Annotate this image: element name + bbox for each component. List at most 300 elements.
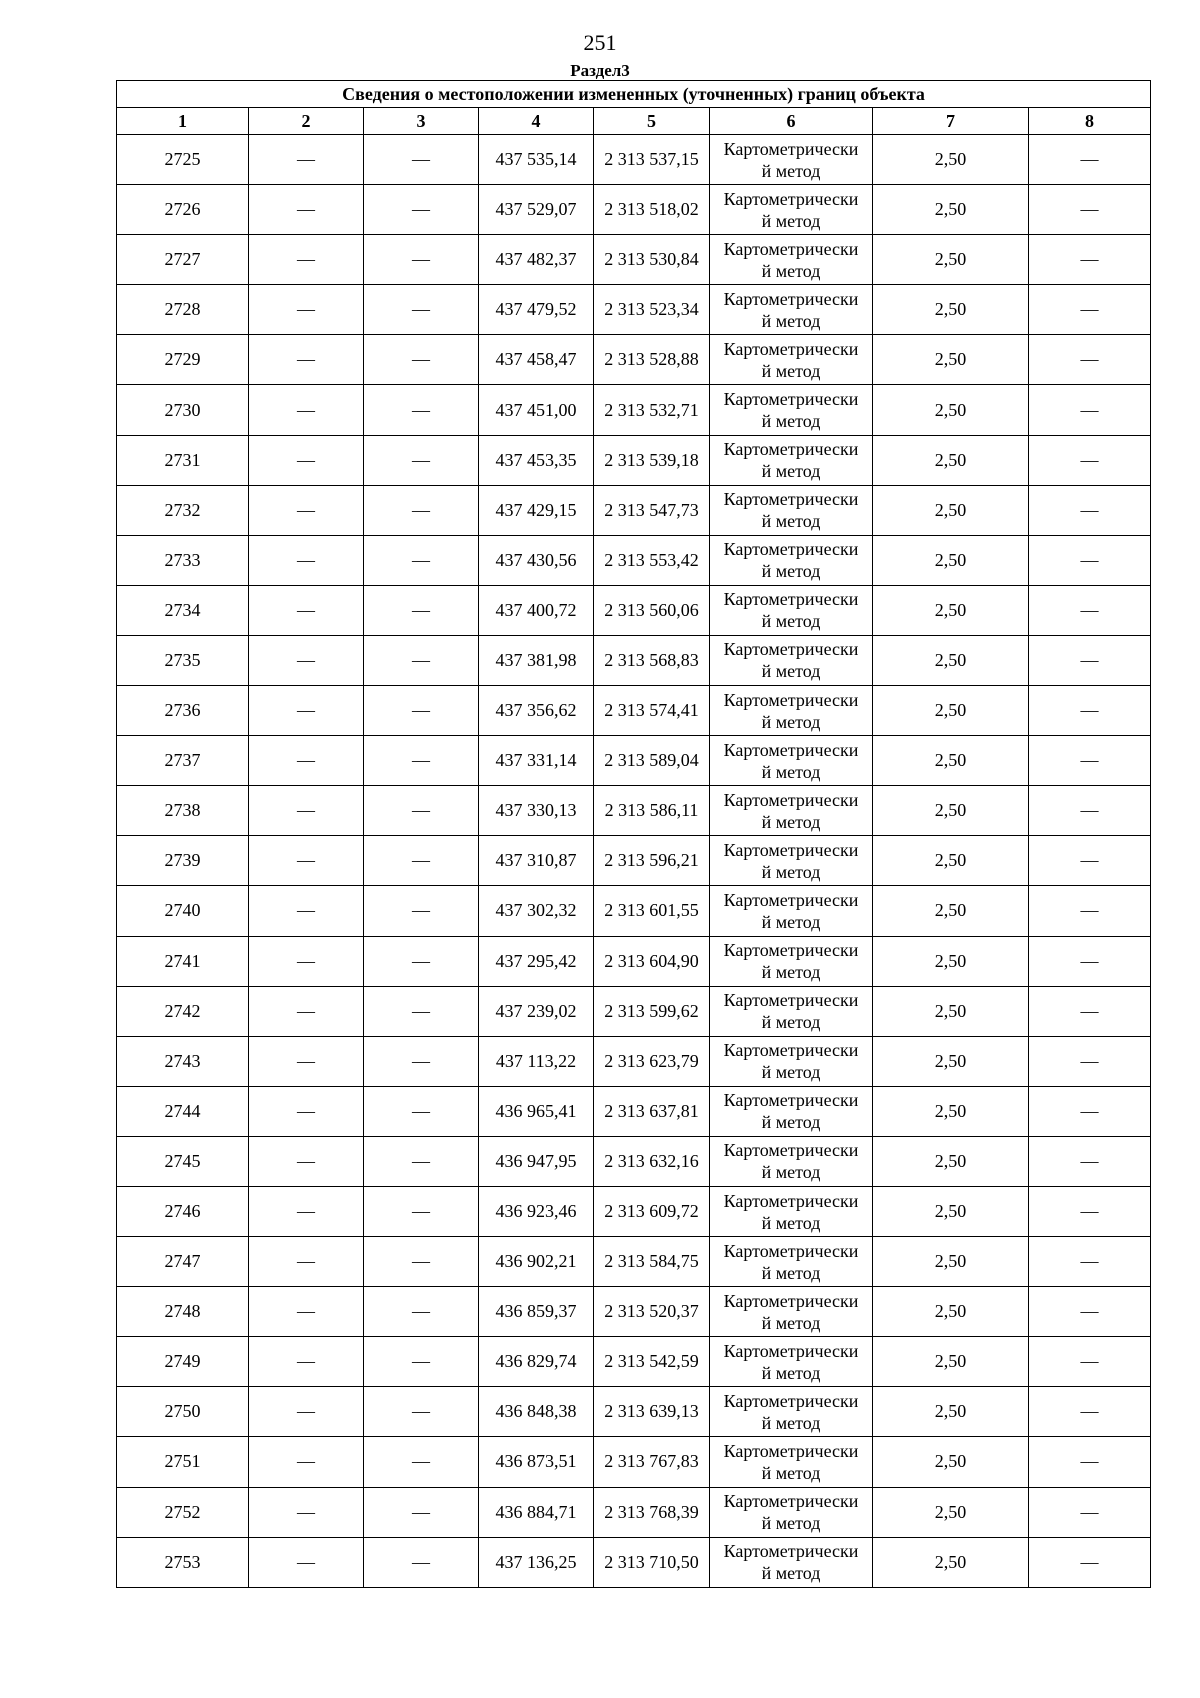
y-coordinate-cell: 2 313 599,62	[594, 986, 710, 1036]
x-coordinate-cell: 436 848,38	[479, 1387, 594, 1437]
point-number-cell: 2733	[117, 535, 249, 585]
method-line: й метод	[761, 561, 821, 582]
table-row	[117, 1537, 1151, 1587]
dash-cell: —	[1029, 635, 1151, 685]
dash-cell: —	[1029, 686, 1151, 736]
dash-cell: —	[364, 285, 479, 335]
dash-cell: —	[249, 1387, 364, 1437]
method-line: Картометрически	[723, 1240, 859, 1261]
table-row	[117, 1036, 1151, 1086]
dash-cell: —	[249, 485, 364, 535]
method-line: й метод	[761, 611, 821, 632]
dash-cell: —	[364, 1537, 479, 1587]
dash-cell: —	[364, 1487, 479, 1537]
dash-cell: —	[249, 1337, 364, 1387]
method-line: Картометрически	[723, 1290, 859, 1311]
method-cell	[710, 285, 873, 335]
accuracy-cell: 2,50	[873, 986, 1029, 1036]
dash-cell: —	[364, 1337, 479, 1387]
method-cell	[710, 1186, 873, 1236]
y-coordinate-cell: 2 313 542,59	[594, 1337, 710, 1387]
section-title: Раздел3	[570, 61, 630, 80]
dash-cell: —	[249, 385, 364, 435]
method-line: й метод	[761, 1062, 821, 1083]
x-coordinate-cell: 436 947,95	[479, 1136, 594, 1186]
method-line: Картометрически	[723, 389, 859, 410]
dash-cell: —	[364, 185, 479, 235]
accuracy-cell: 2,50	[873, 185, 1029, 235]
dash-cell: —	[364, 485, 479, 535]
x-coordinate-cell: 437 482,37	[479, 235, 594, 285]
point-number-cell: 2738	[117, 786, 249, 836]
y-coordinate-cell: 2 313 639,13	[594, 1387, 710, 1437]
method-line: й метод	[761, 210, 821, 231]
dash-cell: —	[249, 285, 364, 335]
dash-cell: —	[249, 235, 364, 285]
method-cell	[710, 585, 873, 635]
dash-cell: —	[249, 585, 364, 635]
method-cell	[710, 1036, 873, 1086]
point-number-cell: 2744	[117, 1086, 249, 1136]
dash-cell: —	[1029, 235, 1151, 285]
method-cell	[710, 1287, 873, 1337]
dash-cell: —	[1029, 936, 1151, 986]
method-cell	[710, 836, 873, 886]
table-row	[117, 736, 1151, 786]
table-row	[117, 936, 1151, 986]
y-coordinate-cell: 2 313 767,83	[594, 1437, 710, 1487]
dash-cell: —	[1029, 485, 1151, 535]
method-line: Картометрически	[723, 1440, 859, 1461]
x-coordinate-cell: 437 310,87	[479, 836, 594, 886]
x-coordinate-cell: 437 430,56	[479, 535, 594, 585]
dash-cell: —	[364, 936, 479, 986]
dash-cell: —	[249, 886, 364, 936]
table-row	[117, 1186, 1151, 1236]
y-coordinate-cell: 2 313 523,34	[594, 285, 710, 335]
point-number-cell: 2737	[117, 736, 249, 786]
table-row	[117, 435, 1151, 485]
y-coordinate-cell: 2 313 589,04	[594, 736, 710, 786]
point-number-cell: 2743	[117, 1036, 249, 1086]
dash-cell: —	[249, 1136, 364, 1186]
point-number-cell: 2740	[117, 886, 249, 936]
column-header: 3	[364, 108, 479, 135]
point-number-cell: 2745	[117, 1136, 249, 1186]
dash-cell: —	[249, 535, 364, 585]
dash-cell: —	[249, 1487, 364, 1537]
y-coordinate-cell: 2 313 710,50	[594, 1537, 710, 1587]
dash-cell: —	[1029, 1487, 1151, 1537]
x-coordinate-cell: 437 239,02	[479, 986, 594, 1036]
y-coordinate-cell: 2 313 528,88	[594, 335, 710, 385]
dash-cell: —	[364, 585, 479, 635]
point-number-cell: 2746	[117, 1186, 249, 1236]
point-number-cell: 2742	[117, 986, 249, 1036]
y-coordinate-cell: 2 313 601,55	[594, 886, 710, 936]
dash-cell: —	[1029, 786, 1151, 836]
method-cell	[710, 1537, 873, 1587]
table-row	[117, 585, 1151, 635]
accuracy-cell: 2,50	[873, 686, 1029, 736]
dash-cell: —	[1029, 1537, 1151, 1587]
method-line: Картометрически	[723, 1140, 859, 1161]
method-line: Картометрически	[723, 940, 859, 961]
x-coordinate-cell: 436 884,71	[479, 1487, 594, 1537]
x-coordinate-cell: 436 873,51	[479, 1437, 594, 1487]
y-coordinate-cell: 2 313 768,39	[594, 1487, 710, 1537]
point-number-cell: 2725	[117, 135, 249, 185]
x-coordinate-cell: 436 829,74	[479, 1337, 594, 1387]
dash-cell: —	[1029, 185, 1151, 235]
dash-cell: —	[364, 535, 479, 585]
method-cell	[710, 786, 873, 836]
column-header: 1	[117, 108, 249, 135]
accuracy-cell: 2,50	[873, 836, 1029, 886]
dash-cell: —	[364, 1086, 479, 1136]
dash-cell: —	[1029, 736, 1151, 786]
point-number-cell: 2749	[117, 1337, 249, 1387]
dash-cell: —	[249, 635, 364, 685]
accuracy-cell: 2,50	[873, 786, 1029, 836]
method-line: Картометрически	[723, 1190, 859, 1211]
accuracy-cell: 2,50	[873, 1537, 1029, 1587]
y-coordinate-cell: 2 313 547,73	[594, 485, 710, 535]
column-header: 8	[1029, 108, 1151, 135]
accuracy-cell: 2,50	[873, 1086, 1029, 1136]
point-number-cell: 2734	[117, 585, 249, 635]
method-line: й метод	[761, 811, 821, 832]
accuracy-cell: 2,50	[873, 936, 1029, 986]
method-cell	[710, 1337, 873, 1387]
method-cell	[710, 1387, 873, 1437]
dash-cell: —	[249, 686, 364, 736]
point-number-cell: 2750	[117, 1387, 249, 1437]
method-line: Картометрически	[723, 1390, 859, 1411]
accuracy-cell: 2,50	[873, 385, 1029, 435]
point-number-cell: 2731	[117, 435, 249, 485]
column-header: 5	[594, 108, 710, 135]
dash-cell: —	[249, 1086, 364, 1136]
dash-cell: —	[1029, 886, 1151, 936]
dash-cell: —	[249, 1287, 364, 1337]
point-number-cell: 2748	[117, 1287, 249, 1337]
y-coordinate-cell: 2 313 609,72	[594, 1186, 710, 1236]
y-coordinate-cell: 2 313 623,79	[594, 1036, 710, 1086]
accuracy-cell: 2,50	[873, 1387, 1029, 1437]
method-cell	[710, 1487, 873, 1537]
dash-cell: —	[249, 1537, 364, 1587]
method-line: Картометрически	[723, 1040, 859, 1061]
point-number-cell: 2736	[117, 686, 249, 736]
method-cell	[710, 335, 873, 385]
dash-cell: —	[364, 635, 479, 685]
method-line: Картометрически	[723, 889, 859, 910]
y-coordinate-cell: 2 313 568,83	[594, 635, 710, 685]
dash-cell: —	[364, 1036, 479, 1086]
method-line: й метод	[761, 911, 821, 932]
method-line: Картометрически	[723, 739, 859, 760]
accuracy-cell: 2,50	[873, 1287, 1029, 1337]
method-line: й метод	[761, 861, 821, 882]
dash-cell: —	[1029, 1387, 1151, 1437]
y-coordinate-cell: 2 313 637,81	[594, 1086, 710, 1136]
accuracy-cell: 2,50	[873, 1136, 1029, 1186]
dash-cell: —	[364, 886, 479, 936]
y-coordinate-cell: 2 313 530,84	[594, 235, 710, 285]
method-cell	[710, 635, 873, 685]
table-row	[117, 1337, 1151, 1387]
method-line: Картометрически	[723, 539, 859, 560]
dash-cell: —	[364, 235, 479, 285]
accuracy-cell: 2,50	[873, 235, 1029, 285]
dash-cell: —	[1029, 335, 1151, 385]
method-cell	[710, 1437, 873, 1487]
y-coordinate-cell: 2 313 586,11	[594, 786, 710, 836]
dash-cell: —	[249, 986, 364, 1036]
dash-cell: —	[249, 836, 364, 886]
x-coordinate-cell: 437 535,14	[479, 135, 594, 185]
dash-cell: —	[364, 1387, 479, 1437]
method-cell	[710, 936, 873, 986]
page-number: 251	[583, 30, 617, 55]
dash-cell: —	[1029, 986, 1151, 1036]
method-cell	[710, 235, 873, 285]
x-coordinate-cell: 437 400,72	[479, 585, 594, 635]
x-coordinate-cell: 436 923,46	[479, 1186, 594, 1236]
column-header: 4	[479, 108, 594, 135]
method-line: й метод	[761, 761, 821, 782]
accuracy-cell: 2,50	[873, 1237, 1029, 1287]
point-number-cell: 2726	[117, 185, 249, 235]
table-row	[117, 1387, 1151, 1437]
method-line: й метод	[761, 1162, 821, 1183]
method-line: Картометрически	[723, 489, 859, 510]
x-coordinate-cell: 437 479,52	[479, 285, 594, 335]
method-line: Картометрически	[723, 1491, 859, 1512]
method-cell	[710, 736, 873, 786]
y-coordinate-cell: 2 313 596,21	[594, 836, 710, 886]
accuracy-cell: 2,50	[873, 585, 1029, 635]
method-line: Картометрически	[723, 288, 859, 309]
method-line: й метод	[761, 1462, 821, 1483]
table-row	[117, 1287, 1151, 1337]
method-line: й метод	[761, 260, 821, 281]
method-line: й метод	[761, 360, 821, 381]
table-row	[117, 485, 1151, 535]
table-row	[117, 285, 1151, 335]
dash-cell: —	[1029, 135, 1151, 185]
table-row	[117, 535, 1151, 585]
table-row	[117, 686, 1151, 736]
method-line: й метод	[761, 310, 821, 331]
dash-cell: —	[364, 135, 479, 185]
table-row	[117, 335, 1151, 385]
method-cell	[710, 535, 873, 585]
accuracy-cell: 2,50	[873, 1437, 1029, 1487]
table-row	[117, 135, 1151, 185]
table-row	[117, 1136, 1151, 1186]
method-cell	[710, 886, 873, 936]
y-coordinate-cell: 2 313 632,16	[594, 1136, 710, 1186]
x-coordinate-cell: 436 859,37	[479, 1287, 594, 1337]
point-number-cell: 2752	[117, 1487, 249, 1537]
x-coordinate-cell: 437 330,13	[479, 786, 594, 836]
method-cell	[710, 986, 873, 1036]
table-row	[117, 635, 1151, 685]
accuracy-cell: 2,50	[873, 335, 1029, 385]
point-number-cell: 2732	[117, 485, 249, 535]
point-number-cell: 2729	[117, 335, 249, 385]
dash-cell: —	[1029, 385, 1151, 435]
y-coordinate-cell: 2 313 553,42	[594, 535, 710, 585]
accuracy-cell: 2,50	[873, 285, 1029, 335]
table-row	[117, 986, 1151, 1036]
x-coordinate-cell: 437 429,15	[479, 485, 594, 535]
table-body	[117, 135, 1151, 1588]
table-row	[117, 836, 1151, 886]
dash-cell: —	[364, 385, 479, 435]
column-header: 2	[249, 108, 364, 135]
y-coordinate-cell: 2 313 520,37	[594, 1287, 710, 1337]
method-line: Картометрически	[723, 689, 859, 710]
dash-cell: —	[364, 1437, 479, 1487]
dash-cell: —	[1029, 1036, 1151, 1086]
table-row	[117, 1237, 1151, 1287]
dash-cell: —	[364, 986, 479, 1036]
coordinates-table	[116, 80, 1151, 1588]
column-header: 7	[873, 108, 1029, 135]
method-line: Картометрически	[723, 990, 859, 1011]
dash-cell: —	[1029, 1086, 1151, 1136]
accuracy-cell: 2,50	[873, 1186, 1029, 1236]
x-coordinate-cell: 437 458,47	[479, 335, 594, 385]
method-line: Картометрически	[723, 1340, 859, 1361]
method-cell	[710, 686, 873, 736]
dash-cell: —	[1029, 1237, 1151, 1287]
dash-cell: —	[1029, 435, 1151, 485]
dash-cell: —	[249, 435, 364, 485]
dash-cell: —	[249, 736, 364, 786]
point-number-cell: 2727	[117, 235, 249, 285]
dash-cell: —	[1029, 1136, 1151, 1186]
y-coordinate-cell: 2 313 539,18	[594, 435, 710, 485]
dash-cell: —	[249, 1437, 364, 1487]
method-line: й метод	[761, 962, 821, 983]
dash-cell: —	[249, 185, 364, 235]
dash-cell: —	[364, 1136, 479, 1186]
method-line: й метод	[761, 711, 821, 732]
accuracy-cell: 2,50	[873, 736, 1029, 786]
dash-cell: —	[1029, 1437, 1151, 1487]
method-line: Картометрически	[723, 789, 859, 810]
dash-cell: —	[249, 936, 364, 986]
x-coordinate-cell: 437 529,07	[479, 185, 594, 235]
method-line: й метод	[761, 1262, 821, 1283]
method-line: Картометрически	[723, 1541, 859, 1562]
y-coordinate-cell: 2 313 584,75	[594, 1237, 710, 1287]
accuracy-cell: 2,50	[873, 635, 1029, 685]
accuracy-cell: 2,50	[873, 1036, 1029, 1086]
dash-cell: —	[364, 335, 479, 385]
point-number-cell: 2728	[117, 285, 249, 335]
table-caption-row	[117, 81, 1151, 108]
method-line: й метод	[761, 1563, 821, 1584]
x-coordinate-cell: 436 902,21	[479, 1237, 594, 1287]
method-line: Картометрически	[723, 238, 859, 259]
method-line: Картометрически	[723, 589, 859, 610]
method-cell	[710, 1136, 873, 1186]
dash-cell: —	[364, 736, 479, 786]
point-number-cell: 2751	[117, 1437, 249, 1487]
table-row	[117, 1437, 1151, 1487]
method-cell	[710, 435, 873, 485]
dash-cell: —	[364, 1186, 479, 1236]
point-number-cell: 2741	[117, 936, 249, 986]
dash-cell: —	[249, 135, 364, 185]
table-row	[117, 786, 1151, 836]
x-coordinate-cell: 436 965,41	[479, 1086, 594, 1136]
x-coordinate-cell: 437 136,25	[479, 1537, 594, 1587]
y-coordinate-cell: 2 313 604,90	[594, 936, 710, 986]
table-row	[117, 185, 1151, 235]
method-line: й метод	[761, 511, 821, 532]
dash-cell: —	[1029, 1337, 1151, 1387]
table-header-row	[117, 108, 1151, 135]
dash-cell: —	[364, 836, 479, 886]
dash-cell: —	[1029, 585, 1151, 635]
dash-cell: —	[364, 1287, 479, 1337]
accuracy-cell: 2,50	[873, 1337, 1029, 1387]
dash-cell: —	[249, 1237, 364, 1287]
accuracy-cell: 2,50	[873, 535, 1029, 585]
x-coordinate-cell: 437 356,62	[479, 686, 594, 736]
method-cell	[710, 135, 873, 185]
method-cell	[710, 485, 873, 535]
table-row	[117, 1487, 1151, 1537]
method-cell	[710, 1086, 873, 1136]
y-coordinate-cell: 2 313 560,06	[594, 585, 710, 635]
point-number-cell: 2739	[117, 836, 249, 886]
x-coordinate-cell: 437 331,14	[479, 736, 594, 786]
method-line: й метод	[761, 1112, 821, 1133]
method-line: Картометрически	[723, 138, 859, 159]
x-coordinate-cell: 437 453,35	[479, 435, 594, 485]
method-line: й метод	[761, 1412, 821, 1433]
table-row	[117, 886, 1151, 936]
y-coordinate-cell: 2 313 537,15	[594, 135, 710, 185]
table-row	[117, 1086, 1151, 1136]
x-coordinate-cell: 437 381,98	[479, 635, 594, 685]
method-line: Картометрически	[723, 338, 859, 359]
dash-cell: —	[1029, 285, 1151, 335]
method-line: Картометрически	[723, 639, 859, 660]
accuracy-cell: 2,50	[873, 1487, 1029, 1537]
dash-cell: —	[364, 786, 479, 836]
dash-cell: —	[364, 1237, 479, 1287]
dash-cell: —	[1029, 836, 1151, 886]
method-line: Картометрически	[723, 188, 859, 209]
accuracy-cell: 2,50	[873, 886, 1029, 936]
method-line: й метод	[761, 1513, 821, 1534]
method-line: Картометрически	[723, 839, 859, 860]
y-coordinate-cell: 2 313 518,02	[594, 185, 710, 235]
dash-cell: —	[249, 1186, 364, 1236]
method-line: Картометрически	[723, 1090, 859, 1111]
table-caption: Сведения о местоположении измененных (уточненных) границ объекта	[117, 81, 1151, 108]
point-number-cell: 2735	[117, 635, 249, 685]
y-coordinate-cell: 2 313 574,41	[594, 686, 710, 736]
